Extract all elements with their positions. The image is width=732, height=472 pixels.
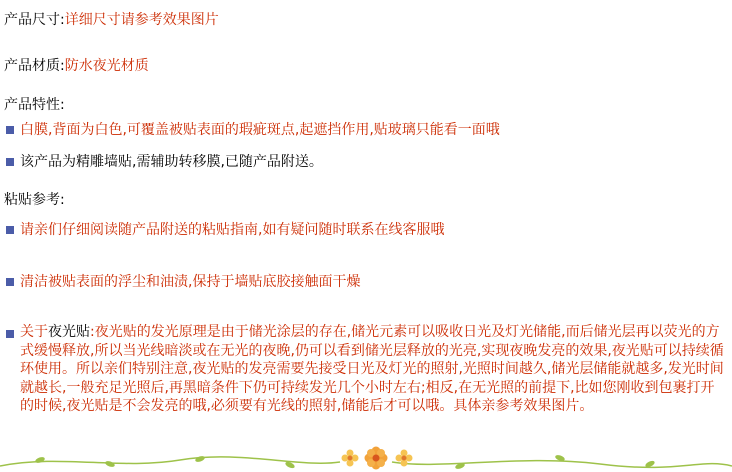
size-row (4, 11, 219, 29)
vine-right (392, 461, 732, 468)
flower-icon (365, 447, 388, 470)
bullet-icon (6, 126, 14, 134)
feature-item-text: 白膜,背面为白色,可覆盖被贴表面的瑕疵斑点,起遮挡作用,贴玻璃只能看一面哦 (20, 122, 500, 138)
bullet-icon (6, 158, 14, 166)
paste-item-text: 清洁被贴表面的浮尘和油渍,保持于墙贴底胶接触面干燥 (20, 274, 361, 290)
flower-icon (342, 450, 359, 467)
material-value: 防水夜光材质 (64, 58, 149, 74)
size-value: 详细尺寸请参考效果图片 (64, 12, 219, 28)
features-title: 产品特性: (4, 97, 65, 113)
feature-item-text: 该产品为精雕墙贴,需辅助转移膜,已随产品附送。 (20, 154, 323, 170)
bullet-icon (6, 226, 14, 234)
about-text: :夜光贴的发光原理是由于储光涂层的存在,储光元素可以吸收日光及灯光储能,而后储光层再以荧光的方式缓慢释放,所以当光线暗淡或在无光的夜晚,仍可以看到储光层释放的光亮,实现夜晚发亮的效果,夜光贴可以持续循环使用。所以亲们特别注意,夜光贴的发亮需要先接受日光及灯光的照射,光照时间越久,储光层储能就越多,发光时间就越长,一般充足光照后,再黑暗条件下仍可持续发光几个小时左右;相反,在无光照的前提下,比如您刚收到包裹打开的时候,夜光贴是不会发亮的哦,必须要有光线的照射,储能后才可以哦。具体亲参考效果图片。 (20, 324, 724, 415)
paste-title: 粘贴参考: (4, 192, 65, 208)
about-keyword: 夜光贴 (48, 324, 90, 340)
material-label: 产品材质: (4, 58, 65, 74)
size-label: 产品尺寸: (4, 12, 65, 28)
material-row (4, 57, 149, 75)
paste-item-text: 请亲们仔细阅读随产品附送的粘贴指南,如有疑问随时联系在线客服哦 (20, 222, 445, 238)
bullet-icon (6, 330, 14, 338)
about-prefix: 关于 (20, 324, 48, 340)
about-paragraph (20, 323, 728, 416)
floral-divider (0, 446, 732, 472)
bullet-icon (6, 278, 14, 286)
